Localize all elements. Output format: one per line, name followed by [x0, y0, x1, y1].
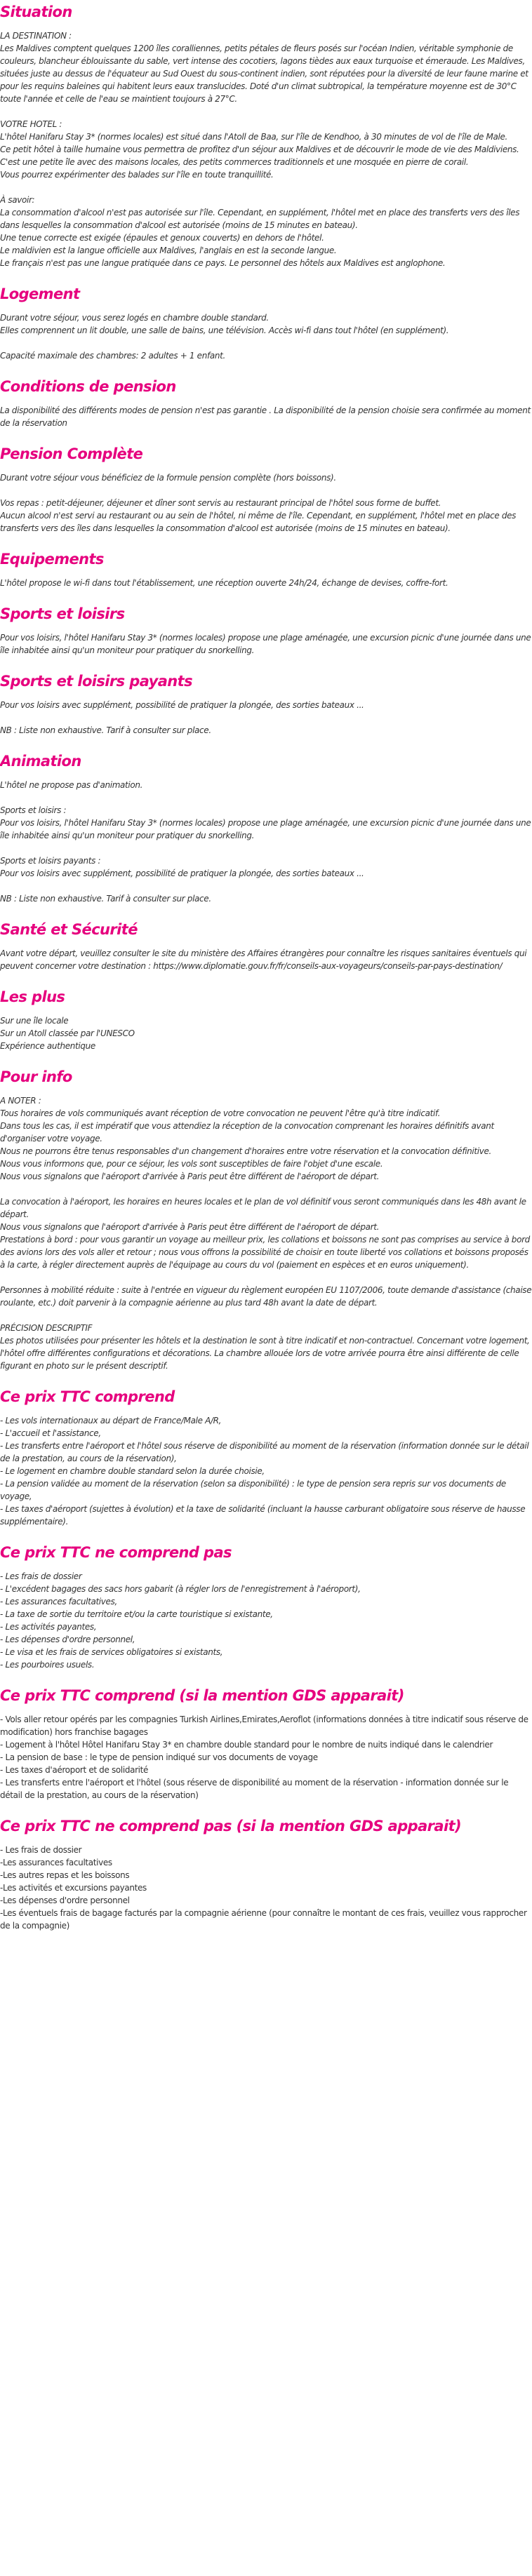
section-paragraph: -Les éventuels frais de bagage facturés par la compagnie aérienne (pour connaître le montant de ces frais, veuillez vous rapprocher de la compagnie): [0, 1908, 527, 1931]
section-paragraph: - Les transferts entre l'aéroport et l'hôtel sous réserve de disponibilité au moment de la réservation (information donnée sur le détail de la prestation, au cours de la réservation),: [0, 1441, 529, 1463]
section-logement: [0, 285, 532, 362]
section-paragraph: Personnes à mobilité réduite : suite à l'entrée en vigueur du règlement européen EU 1107/2006, toute demande d'assistance (chaise roulante, etc.) doit parvenir à la compagnie aérienne au plus tard 48h avant la date de départ.: [0, 1285, 532, 1308]
section-paragraph: NB : Liste non exhaustive. Tarif à consulter sur place.: [0, 894, 211, 904]
section-paragraph: Tous horaires de vols communiqués avant réception de votre convocation ne peuvent l'être qu'à titre indicatif.: [0, 1108, 441, 1118]
section-paragraph: - L'accueil et l'assistance,: [0, 1428, 101, 1438]
section-paragraph: Sports et loisirs payants :: [0, 856, 101, 866]
section-paragraph: - Logement à l'hôtel Hôtel Hanifaru Stay 3* en chambre double standard pour le nombre de nuits indiqué dans le calendrier: [0, 1740, 493, 1750]
section-paragraph: - Les assurances facultatives,: [0, 1597, 117, 1606]
section-paragraph: La consommation d'alcool n'est pas autorisée sur l'île. Cependant, en supplément, l'hôtel met en place des transferts vers des îles dans lesquelles la consommation d'alcool est autorisée (moins de 15 minutes en bateau).: [0, 208, 520, 230]
section-paragraph: - Les activités payantes,: [0, 1622, 97, 1632]
paragraph-spacer: [0, 842, 532, 854]
paragraph-spacer: [0, 791, 532, 804]
section-heading: Sports et loisirs: [0, 605, 125, 622]
section-heading: Les plus: [0, 988, 65, 1005]
paragraph-spacer: [0, 1183, 532, 1195]
section-paragraph: - Vols aller retour opérés par les compagnies Turkish Airlines,Emirates,Aeroflot (informations données à titre indicatif sous réserve de modification) hors franchise bagages: [0, 1715, 528, 1737]
section-paragraph: Aucun alcool n'est servi au restaurant ou au sein de l'hôtel, ni même de l'île. Cependant, en supplément, l'hôtel met en place des transferts vers des îles dans lesquelles la consommation d'alcool est autorisée (moins de 15 minutes en bateau).: [0, 511, 517, 533]
section-paragraph: Dans tous les cas, il est impératif que vous attendiez la réception de la convocation comprenant les horaires définitifs avant d'organiser votre voyage.: [0, 1121, 494, 1143]
section-paragraph: - La pension validée au moment de la réservation (selon sa disponibilité) : le type de pension sera repris sur vos documents de voyage,: [0, 1479, 506, 1501]
section-paragraph: - Les frais de dossier: [0, 1571, 82, 1581]
section-paragraph: L'hôtel Hanifaru Stay 3* (normes locales) est situé dans l'Atoll de Baa, sur l'île de Kendhoo, à 30 minutes de vol de l'île de Male.: [0, 132, 507, 142]
section-paragraph: A NOTER :: [0, 1096, 41, 1106]
section-heading: Situation: [0, 4, 72, 20]
paragraph-spacer: [0, 337, 532, 349]
section-sports-et-loisirs-payants: [0, 672, 532, 737]
section-paragraph: Elles comprennent un lit double, une salle de bains, une télévision. Accès wi-fi dans tout l'hôtel (en supplément).: [0, 326, 449, 335]
section-heading: Logement: [0, 286, 80, 302]
section-paragraph: - La pension de base : le type de pension indiqué sur vos documents de voyage: [0, 1752, 318, 1762]
section-paragraph: Ce petit hôtel à taille humaine vous permettra de profitez d'un séjour aux Maldives et de découvrir le mode de vie des Maldiviens. C'est une petite île avec des maisons locales, des petits commerces traditionnels et une mosquée en pierre de corail.: [0, 145, 519, 167]
section-ce-prix-ttc-ne-comprend-pas-si-la-mention-gds-apparait: [0, 1817, 532, 1932]
section-pour-info: [0, 1068, 532, 1372]
section-ce-prix-ttc-comprend: [0, 1388, 532, 1528]
section-paragraph: PRÉCISION DESCRIPTIF: [0, 1323, 93, 1333]
section-heading: Pension Complète: [0, 445, 143, 462]
section-paragraph: L'hôtel ne propose pas d'animation.: [0, 780, 143, 790]
section-conditions-de-pension: [0, 377, 532, 429]
section-paragraph: VOTRE HOTEL :: [0, 119, 62, 129]
section-heading: Ce prix TTC ne comprend pas: [0, 1544, 232, 1561]
section-paragraph: Nous vous signalons que l'aéroport d'arrivée à Paris peut être différent de l'aéroport de départ.: [0, 1172, 380, 1181]
section-heading: Conditions de pension: [0, 378, 176, 395]
paragraph-spacer: [0, 105, 532, 118]
section-paragraph: - Les frais de dossier: [0, 1845, 82, 1855]
section-ce-prix-ttc-comprend-si-la-mention-gds-apparait: [0, 1686, 532, 1802]
section-paragraph: La convocation à l'aéroport, les horaires en heures locales et le plan de vol définitif vous seront communiqués dans les 48h avant le départ.: [0, 1197, 526, 1219]
section-les-plus: [0, 988, 532, 1052]
section-paragraph: -Les autres repas et les boissons: [0, 1870, 130, 1880]
section-paragraph: Sur un Atoll classée par l'UNESCO: [0, 1028, 135, 1038]
section-heading: Sports et loisirs payants: [0, 673, 192, 690]
section-paragraph: Les Maldives comptent quelques 1200 îles coralliennes, petits pétales de fleurs posés sur l'océan Indien, véritable symphonie de couleurs, blancheur éblouissante du sable, vert intense des cocotiers, lagons tièdes aux eaux turquoise et émeraude. Les Maldives, situées juste au dessus de l'équateur au Sud Ouest du sous-continent indien, sont réputées pour la diversité de leur faune marine et pour les requins baleines qui habitent leurs eaux translucides. Doté d'un climat subtropical, la température moyenne est de 30°C toute l'année et celle de l'eau se maintient toujours à 27°C.: [0, 43, 528, 104]
section-paragraph: Pour vos loisirs avec supplément, possibilité de pratiquer la plongée, des sorties bateaux ...: [0, 700, 364, 710]
section-paragraph: - Les taxes d'aéroport et de solidarité: [0, 1765, 149, 1775]
section-paragraph: -Les assurances facultatives: [0, 1858, 112, 1867]
section-animation: [0, 752, 532, 905]
section-paragraph: Avant votre départ, veuillez consulter le site du ministère des Affaires étrangères pour connaître les risques sanitaires éventuels qui peuvent concerner votre destination : https://www.diplomatie.gouv.fr/fr/conseils-aux-voyageurs/conseils-par-pays-destination/: [0, 948, 527, 971]
paragraph-spacer: [0, 880, 532, 892]
paragraph-spacer: [0, 1309, 532, 1322]
section-paragraph: Le maldivien est la langue officielle aux Maldives, l'anglais en est la seconde langue.: [0, 246, 337, 255]
section-paragraph: - Les transferts entre l'aéroport et l'hôtel (sous réserve de disponibilité au moment de la réservation - information donnée sur le détail de la prestation, au cours de la réservation): [0, 1778, 509, 1800]
section-heading: Santé et Sécurité: [0, 921, 138, 938]
paragraph-spacer: [0, 484, 532, 497]
section-paragraph: -Les activités et excursions payantes: [0, 1883, 147, 1893]
section-paragraph: Nous ne pourrons être tenus responsables d'un changement d'horaires entre votre réservation et la convocation définitive.: [0, 1146, 492, 1156]
section-ce-prix-ttc-ne-comprend-pas: [0, 1543, 532, 1671]
section-paragraph: Durant votre séjour, vous serez logés en chambre double standard.: [0, 313, 269, 323]
section-paragraph: NB : Liste non exhaustive. Tarif à consulter sur place.: [0, 725, 211, 735]
section-paragraph: - Les vols internationaux au départ de France/Male A/R,: [0, 1416, 222, 1425]
section-pension-complete: [0, 445, 532, 535]
paragraph-spacer: [0, 1271, 532, 1284]
section-paragraph: Pour vos loisirs avec supplément, possibilité de pratiquer la plongée, des sorties bateaux ...: [0, 868, 364, 878]
section-paragraph: - Le visa et les frais de services obligatoires si existants,: [0, 1647, 223, 1657]
section-paragraph: Une tenue correcte est exigée (épaules et genoux couverts) en dehors de l'hôtel.: [0, 233, 324, 243]
section-heading: Ce prix TTC comprend (si la mention GDS apparait): [0, 1687, 404, 1704]
section-heading: Pour info: [0, 1068, 72, 1085]
section-situation: [0, 3, 532, 269]
section-sante-et-securite: [0, 920, 532, 972]
section-paragraph: -Les dépenses d'ordre personnel: [0, 1896, 130, 1905]
paragraph-spacer: [0, 181, 532, 194]
section-paragraph: LA DESTINATION :: [0, 31, 72, 41]
section-paragraph: Vos repas : petit-déjeuner, déjeuner et dîner sont servis au restaurant principal de l'hôtel sous forme de buffet.: [0, 498, 441, 508]
section-paragraph: - L'excédent bagages des sacs hors gabarit (à régler lors de l'enregistrement à l'aéroport),: [0, 1584, 361, 1594]
section-paragraph: L'hôtel propose le wi-fi dans tout l'établissement, une réception ouverte 24h/24, échange de devises, coffre-fort.: [0, 578, 448, 588]
section-paragraph: - La taxe de sortie du territoire et/ou la carte touristique si existante,: [0, 1609, 273, 1619]
section-heading: Animation: [0, 753, 81, 770]
section-paragraph: Nous vous informons que, pour ce séjour, les vols sont susceptibles de faire l'objet d'une escale.: [0, 1159, 383, 1169]
section-paragraph: - Le logement en chambre double standard selon la durée choisie,: [0, 1466, 265, 1476]
section-paragraph: Le français n'est pas une langue pratiquée dans ce pays. Le personnel des hôtels aux Maldives est anglophone.: [0, 258, 446, 268]
section-paragraph: Capacité maximale des chambres: 2 adultes + 1 enfant.: [0, 351, 225, 361]
section-paragraph: Vous pourrez expérimenter des balades sur l'île en toute tranquillité.: [0, 170, 274, 180]
section-equipements: [0, 550, 532, 589]
section-paragraph: - Les dépenses d'ordre personnel,: [0, 1635, 135, 1644]
section-heading: Ce prix TTC ne comprend pas (si la mention GDS apparait): [0, 1818, 462, 1834]
section-paragraph: Nous vous signalons que l'aéroport d'arrivée à Paris peut être différent de l'aéroport de départ.: [0, 1222, 380, 1232]
section-heading: Equipements: [0, 551, 104, 568]
section-paragraph: - Les pourboires usuels.: [0, 1660, 95, 1670]
section-paragraph: Les photos utilisées pour présenter les hôtels et la destination le sont à titre indicatif et non-contractuel. Concernant votre logement, l'hôtel offre différentes configurations et décorations. La chambre allouée lors de votre arrivée pourra être ainsi différente de celle figurant en photo sur le présent descriptif.: [0, 1336, 530, 1371]
section-heading: Ce prix TTC comprend: [0, 1388, 175, 1405]
section-paragraph: La disponibilité des différents modes de pension n'est pas garantie . La disponibilité de la pension choisie sera confirmée au moment de la réservation: [0, 405, 531, 428]
section-paragraph: Pour vos loisirs, l'hôtel Hanifaru Stay 3* (normes locales) propose une plage aménagée, une excursion picnic d'une journée dans une île inhabitée ainsi qu'un moniteur pour pratiquer du snorkelling.: [0, 818, 531, 840]
section-paragraph: Sports et loisirs :: [0, 805, 67, 815]
section-paragraph: Sur une île locale: [0, 1016, 69, 1026]
section-paragraph: Expérience authentique: [0, 1041, 95, 1051]
section-paragraph: À savoir:: [0, 195, 35, 205]
section-paragraph: - Les taxes d'aéroport (sujettes à évolution) et la taxe de solidarité (incluant la hausse carburant obligatoire sous réserve de hausse supplémentaire).: [0, 1504, 526, 1527]
paragraph-spacer: [0, 711, 532, 724]
section-paragraph: Prestations à bord : pour vous garantir un voyage au meilleur prix, les collations et boissons ne sont pas comprises au service à bord des avions lors des vols aller et retour ; nous vous offrons la possibilité de choisir en toute liberté vos collations et boissons proposés à la carte, à régler directement auprès de l'équipage au cours du vol (paiement en espèces et en euros uniquement).: [0, 1235, 530, 1270]
section-paragraph: Pour vos loisirs, l'hôtel Hanifaru Stay 3* (normes locales) propose une plage aménagée, une excursion picnic d'une journée dans une île inhabitée ainsi qu'un moniteur pour pratiquer du snorkelling.: [0, 633, 531, 655]
section-paragraph: Durant votre séjour vous bénéficiez de la formule pension complète (hors boissons).: [0, 473, 336, 483]
section-sports-et-loisirs: [0, 605, 532, 657]
